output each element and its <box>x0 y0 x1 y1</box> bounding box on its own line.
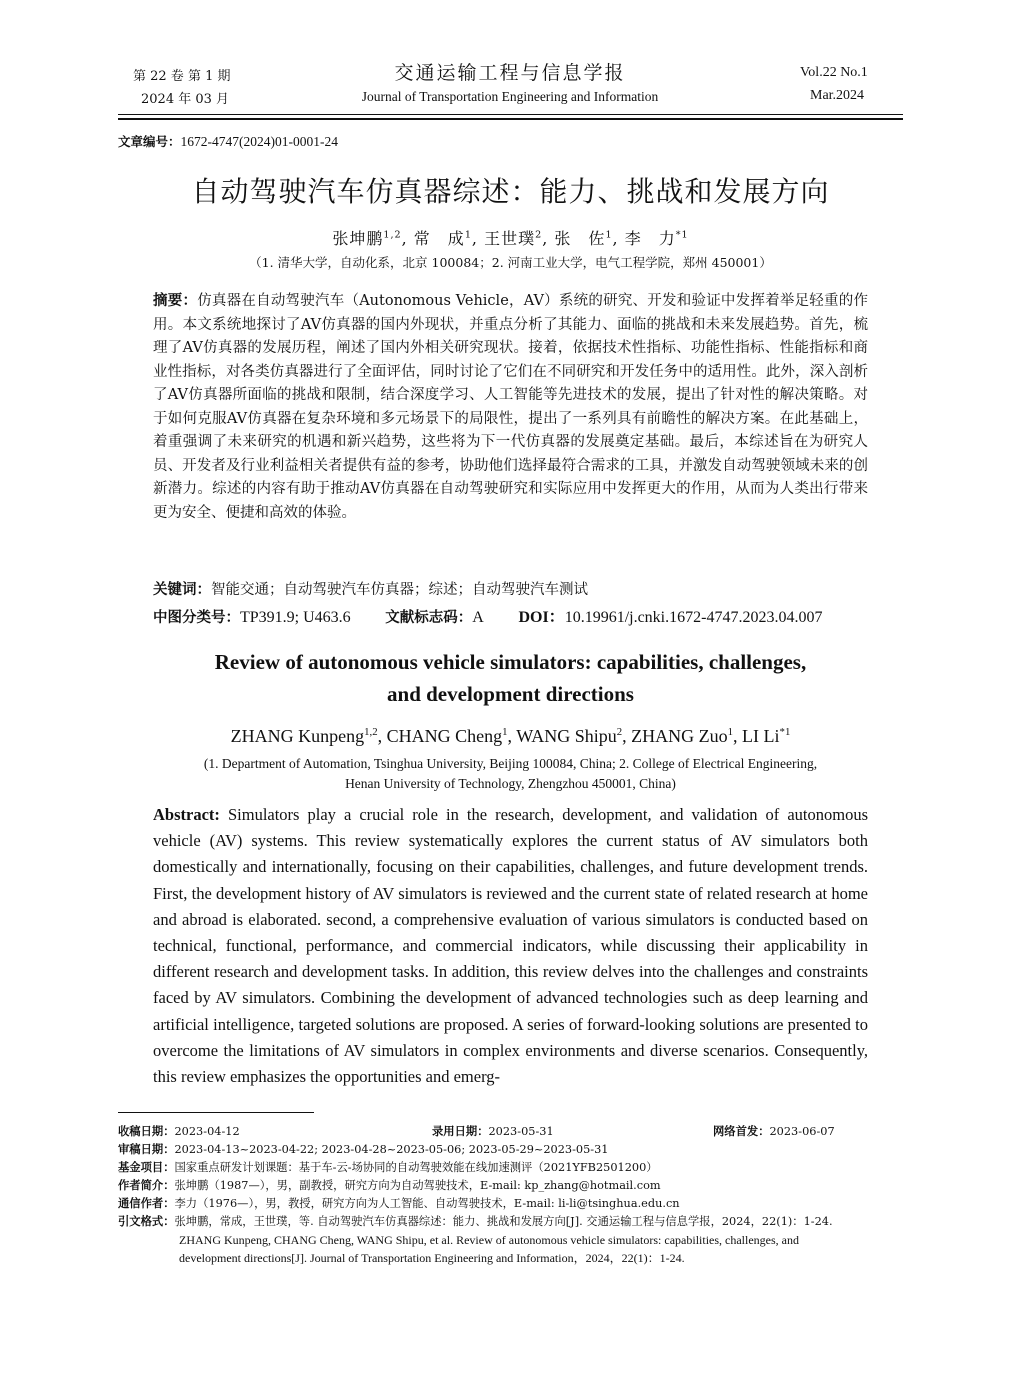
abstract-cn-label: 摘要： <box>153 292 198 309</box>
classification-line <box>153 604 868 627</box>
author-cn: 常 成$^1$, <box>413 229 479 248</box>
abstract-en-text: Simulators play a crucial role in the research, development, and validation of autonomous vehicle (AV) systems. This review systematically explores the current status of AV simulators both domestically and internationally, focusing on their capabilities, challenges, and future development trends. First, the development history of AV simulators is reviewed and the current state of related research at home and abroad is elaborated. second, a comprehensive evaluation of various simulators is conducted based on technical, functional, performance, and commercial indicators, while discussing their applicability in different research and development tasks. In addition, this review delves into the challenges and constraints faced by AV simulators. Combining the development of advanced technologies such as deep learning and artificial intelligence, targeted solutions are proposed. A series of forward-looking solutions are presented to overcome the limitations of AV simulators in complex environments and diverse scenarios. Consequently, this review emphasizes the opportunities and emerg- <box>153 805 868 1087</box>
abstract-en-label: Abstract: <box>153 805 220 824</box>
footnote-review: 审稿日期：2023-04-13~2023-04-22; 2023-04-28~2023-05-06; 2023-05-29~2023-05-31 <box>118 1142 609 1156</box>
header-rule-top <box>118 114 903 115</box>
title-cn: 自动驾驶汽车仿真器综述：能力、挑战和发展方向 <box>191 175 830 208</box>
footnote-citation-en-line1: ZHANG Kunpeng, CHANG Cheng, WANG Shipu, et al. Review of autonomous vehicle simulators: capabilities, challenges, and <box>179 1233 799 1247</box>
author-en: ZHANG Kunpeng$^{1,2}$, <box>230 726 387 746</box>
affiliation-en-line1: (1. Department of Automation, Tsinghua University, Beijing 100084, China; 2. College of Electrical Engineering, <box>203 756 818 771</box>
title-en-line2: and development directions <box>387 682 634 706</box>
author-en: ZHANG Zuo$^1$, <box>631 726 743 746</box>
doi-value: 10.19961/j.cnki.1672-4747.2023.04.007 <box>564 609 823 626</box>
keywords-label: 关键词： <box>153 581 211 598</box>
author-cn: 张坤鹏$^{1,2}$, <box>332 229 408 248</box>
footnote-fund: 基金项目：国家重点研发计划课题：基于车-云-场协同的自动驾驶效能在线加速测评（2021YFB2501200） <box>118 1160 658 1174</box>
doccode-label: 文献标志码： <box>385 609 473 626</box>
author-cn: 张 佐$^1$, <box>554 229 619 248</box>
title-en-line1: Review of autonomous vehicle simulators: capabilities, challenges, <box>214 650 807 674</box>
affiliation-cn: （1. 清华大学，自动化系，北京 100084；2. 河南工业大学，电气工程学院，郑州 450001） <box>249 255 772 270</box>
doccode-value: A <box>472 609 484 626</box>
author-cn: 王世璞$^2$, <box>484 229 549 248</box>
author-en: WANG Shipu$^2$, <box>516 726 632 746</box>
clc-label: 中图分类号： <box>153 609 240 626</box>
footnote-dates: 收稿日期：2023-04-12 录用日期：2023-05-31 网络首发：2023-06-07 <box>118 1124 835 1138</box>
footnote-citation: 引文格式：张坤鹏，常成，王世璞，等. 自动驾驶汽车仿真器综述：能力、挑战和发展方向[J]. 交通运输工程与信息学报，2024，22(1)：1-24. <box>118 1214 833 1228</box>
date-en: Mar.2024 <box>810 88 865 103</box>
date-cn: 2024 年 03 月 <box>141 92 230 107</box>
authors-en <box>118 726 903 747</box>
footnote-rule <box>118 1112 314 1113</box>
article-number-label: 文章编号： <box>118 134 181 149</box>
footnote-author: 作者简介：张坤鹏（1987—），男，副教授，研究方向为自动驾驶技术，E-mail: kp_zhang@hotmail.com <box>118 1178 661 1192</box>
author-en: LI Li$^{*1}$ <box>742 726 791 746</box>
footnote-corresponding: 通信作者：李力（1976—），男，教授，研究方向为人工智能、自动驾驶技术，E-mail: li-li@tsinghua.edu.cn <box>118 1196 680 1210</box>
authors-cn <box>118 226 903 249</box>
article-number <box>118 132 338 150</box>
abstract-en <box>153 802 868 1092</box>
abstract-cn-text: 仿真器在自动驾驶汽车（Autonomous Vehicle，AV）系统的研究、开发和验证中发挥着举足轻重的作用。本文系统地探讨了AV仿真器的国内外现状，并重点分析了其能力、面临的挑战和未来发展趋势。首先，梳理了AV仿真器的发展历程，阐述了国内外相关研究现状。接着，依据技术性指标、功能性指标、性能指标和商业性指标，对各类仿真器进行了全面评估，同时讨论了它们在不同研究和开发任务中的适用性。此外，深入剖析了AV仿真器所面临的挑战和限制，结合深度学习、人工智能等先进技术的发展，提出了针对性的解决策略。对于如何克服AV仿真器在复杂环境和多元场景下的局限性，提出了一系列具有前瞻性的解决方案。在此基础上，着重强调了未来研究的机遇和新兴趋势，这些将为下一代仿真器的发展奠定基础。最后，本综述旨在为研究人员、开发者及行业利益相关者提供有益的参考，协助他们选择最符合需求的工具，并激发自动驾驶领域未来的创新潜力。综述的内容有助于推动AV仿真器在自动驾驶研究和实际应用中发挥更大的作用，从而为人类出行带来更为安全、便捷和高效的体验。 <box>153 293 868 521</box>
volume-issue-en: Vol.22 No.1 <box>800 65 868 80</box>
keywords-text: 智能交通；自动驾驶汽车仿真器；综述；自动驾驶汽车测试 <box>211 582 588 598</box>
footnote-citation-en-line2: development directions[J]. Journal of Transportation Engineering and Information，2024，22(1)：1-24. <box>179 1251 685 1265</box>
author-cn: 李 力$^{*1}$ <box>624 229 689 248</box>
abstract-cn <box>153 289 868 525</box>
journal-title-cn: 交通运输工程与信息学报 <box>394 62 626 84</box>
journal-title-en: Journal of Transportation Engineering and Information <box>361 89 659 104</box>
keywords-cn <box>153 578 868 603</box>
header-rule-bottom <box>118 118 903 120</box>
author-en: CHANG Cheng$^1$, <box>386 726 517 746</box>
doi-label: DOI： <box>518 609 565 626</box>
article-number-value: 1672-4747(2024)01-0001-24 <box>180 134 338 149</box>
affiliation-en-line2: Henan University of Technology, Zhengzhou 450001, China) <box>345 776 676 791</box>
volume-issue-cn: 第 22 卷 第 1 期 <box>133 69 231 84</box>
clc-value: TP391.9; U463.6 <box>240 609 351 626</box>
